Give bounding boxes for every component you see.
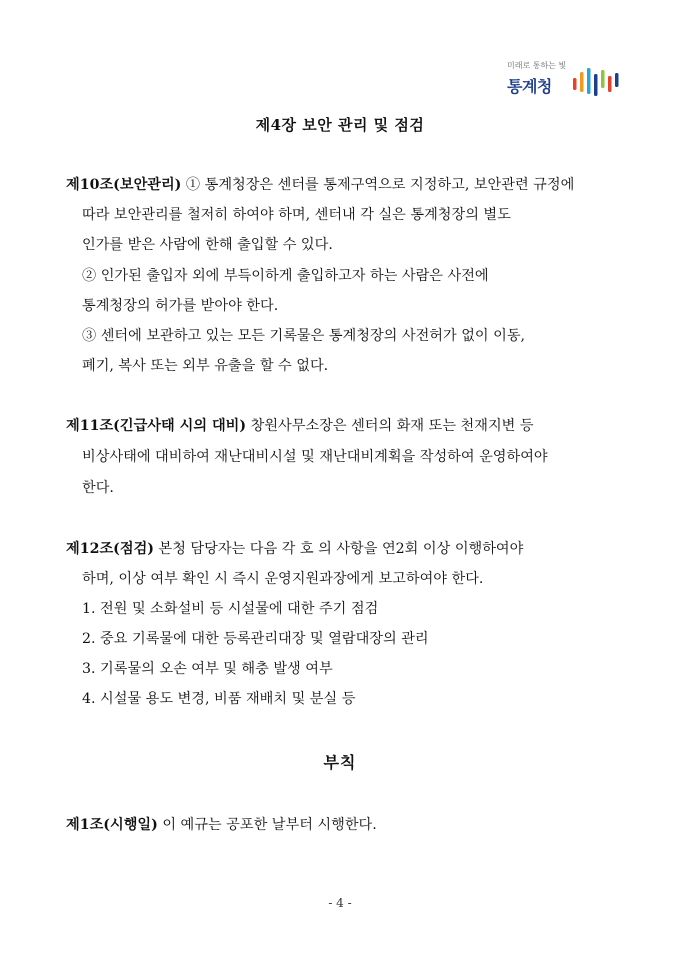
appendix-article-1-label: 제1조(시행일) [66, 817, 158, 833]
article-12-text: 본청 담당자는 다음 각 호 의 사항을 연2회 이상 이행하여야 [154, 541, 524, 557]
logo-bar [587, 68, 591, 94]
article-11-label: 제11조(긴급사태 시의 대비) [66, 418, 247, 434]
article-11-text: 창원사무소장은 센터의 화재 또는 천재지변 등 [246, 418, 534, 434]
article-12-label: 제12조(점검) [66, 541, 154, 557]
appendix-article-1 [66, 815, 377, 835]
logo-bar [573, 78, 577, 90]
article-11-line-2: 비상사태에 대비하여 재난대비시설 및 재난대비계획을 작성하여 운영하여야 [82, 449, 548, 465]
article-11-line-1 [66, 416, 534, 436]
article-12-line-2: 하며, 이상 여부 확인 시 즉시 운영지원과장에게 보고하여야 한다. [82, 571, 484, 587]
article-12-item: 2. 중요 기록물에 대한 등록관리대장 및 열람대장의 관리 [82, 631, 429, 647]
article-10-line-3: 인가를 받은 사람에 한해 출입할 수 있다. [82, 237, 333, 253]
article-10-label: 제10조(보안관리) [66, 177, 182, 193]
article-10-text: ① 통계청장은 센터를 통제구역으로 지정하고, 보안관련 규정에 [181, 177, 575, 193]
article-12-item: 4. 시설물 용도 변경, 비품 재배치 및 분실 등 [82, 691, 356, 707]
article-12-item: 3. 기록물의 오손 여부 및 해충 발생 여부 [82, 661, 333, 677]
chapter-title: 제4장 보안 관리 및 점검 [255, 116, 425, 134]
kostat-logo [503, 60, 623, 104]
appendix-article-1-text: 이 예규는 공포한 날부터 시행한다. [157, 817, 377, 833]
article-10-line-5: 통계청장의 허가를 받아야 한다. [82, 298, 279, 314]
logo-bars-icon [571, 64, 621, 98]
article-10-line-7: 폐기, 복사 또는 외부 유출을 할 수 없다. [82, 358, 329, 374]
article-12-item: 1. 전원 및 소화설비 등 시설물에 대한 주기 점검 [82, 601, 379, 617]
logo-bar [580, 72, 584, 92]
logo-bar [594, 74, 598, 96]
page-number: - 4 - [328, 896, 352, 910]
logo-bar [601, 70, 605, 88]
logo-bar [615, 73, 619, 87]
article-10-line-6: ③ 센터에 보관하고 있는 모든 기록물은 통계청장의 사전허가 없이 이동, [82, 328, 526, 344]
article-12-line-1 [66, 539, 523, 559]
article-10-line-2: 따라 보안관리를 철저히 하여야 하며, 센터내 각 실은 통계청장의 별도 [82, 207, 511, 223]
article-10-line-4: ② 인가된 출입자 외에 부득이하게 출입하고자 하는 사람은 사전에 [82, 268, 489, 284]
appendix-title: 부칙 [323, 753, 357, 772]
logo-bar [608, 76, 612, 92]
article-11-line-3: 한다. [82, 480, 114, 496]
logo-tagline: 미래로 통하는 빛 [507, 61, 567, 70]
logo-name: 통계청 [507, 77, 552, 96]
article-10-line-1 [66, 175, 574, 195]
